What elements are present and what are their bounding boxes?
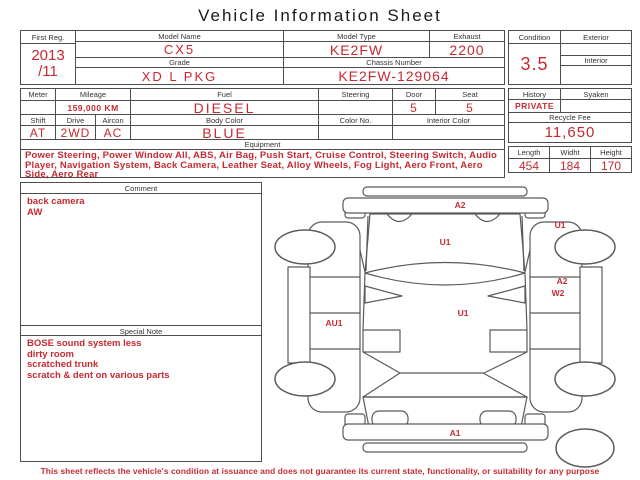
- equipment-label: Equipment: [21, 140, 504, 150]
- exterior-value: [561, 44, 631, 56]
- exterior-label: Exterior: [561, 31, 631, 44]
- c-pillar-lines: [363, 352, 527, 373]
- condition-table: [508, 30, 632, 85]
- mileage-value: 159,000 KM: [67, 102, 119, 113]
- door-value: 5: [410, 101, 418, 114]
- body-color-value: BLUE: [202, 126, 247, 139]
- comment-body: [21, 194, 261, 325]
- shift-value: AT: [29, 126, 47, 139]
- color-no-label: Color No.: [319, 115, 392, 126]
- interior-value: [561, 66, 631, 84]
- type-chassis-cell: [284, 31, 504, 84]
- front-left-wheel: [275, 230, 335, 264]
- syaken-value: [561, 100, 631, 112]
- spare-wheel: [556, 429, 614, 467]
- rear-left-wheel: [275, 362, 335, 396]
- interior-color-cell: [393, 115, 504, 139]
- damage-label-front-bumper: A2: [454, 200, 466, 210]
- rear-bumper-strip: [363, 443, 527, 452]
- model-grade-cell: [76, 31, 284, 84]
- steering-cell: [319, 89, 393, 114]
- model-info-table: [20, 30, 505, 85]
- trunk: [363, 397, 527, 427]
- damage-label-right-door-w2: W2: [551, 288, 565, 298]
- interior-label: Interior: [561, 56, 631, 66]
- meter-label: Meter: [21, 89, 55, 101]
- history-value: PRIVATE: [514, 101, 555, 111]
- special-note-line: dirty room: [27, 348, 74, 360]
- drive-value: 2WD: [60, 126, 91, 139]
- recycle-fee-value: 11,650: [544, 124, 596, 141]
- front-bumper-strip: [363, 187, 527, 196]
- page-title: Vehicle Information Sheet: [198, 6, 442, 25]
- right-quarter-glass: [490, 330, 527, 352]
- chassis-number-label: Chassis Number: [284, 58, 504, 68]
- left-quarter-glass: [363, 330, 400, 352]
- height-label: Height: [591, 147, 631, 159]
- height-value: 170: [600, 159, 622, 172]
- grade-value: XD L PKG: [141, 68, 218, 84]
- syaken-cell: [561, 89, 631, 112]
- condition-label: Condition: [509, 31, 560, 44]
- interior-color-value: [393, 126, 504, 139]
- syaken-label: Syaken: [561, 89, 631, 100]
- dimensions-table: [508, 146, 632, 173]
- disclaimer-text: This sheet reflects the vehicle's condition at issuance and does not guarantee its current state, functionality, or suitability for any purpose: [40, 466, 600, 476]
- drive-cell: [56, 115, 96, 139]
- damage-label-right-fender: U1: [554, 220, 566, 230]
- first-reg-year: 2013: [31, 47, 65, 64]
- first-reg-label: First Reg.: [21, 31, 75, 44]
- mileage-cell: [56, 89, 131, 114]
- fuel-label: Fuel: [131, 89, 318, 101]
- steering-label: Steering: [319, 89, 392, 101]
- steering-value: [319, 101, 392, 114]
- seat-label: Seat: [436, 89, 504, 101]
- aircon-cell: [96, 115, 131, 139]
- grade-label: Grade: [76, 58, 283, 68]
- color-no-value: [319, 126, 392, 139]
- recycle-fee-cell: [509, 113, 631, 142]
- model-name-label: Model Name: [76, 31, 283, 42]
- car-damage-diagram: [263, 183, 640, 475]
- width-cell: [550, 147, 591, 172]
- width-value: 184: [559, 159, 581, 172]
- special-note-body: [21, 336, 261, 461]
- shift-label: Shift: [21, 115, 55, 126]
- car-diagram-svg: [263, 183, 640, 475]
- comment-line: back camera: [27, 196, 85, 207]
- comment-label: Comment: [21, 183, 261, 194]
- fuel-cell: [131, 89, 319, 114]
- windshield: [365, 273, 525, 285]
- height-cell: [591, 147, 631, 172]
- color-no-cell: [319, 115, 393, 139]
- shift-cell: [21, 115, 56, 139]
- model-name-value: CX5: [76, 42, 283, 58]
- damage-label-rear-bumper: A1: [449, 428, 461, 438]
- left-sill: [288, 267, 310, 363]
- first-reg-cell: [21, 31, 76, 84]
- special-note-line: scratch & dent on various parts: [27, 369, 170, 381]
- seat-value: 5: [466, 101, 474, 114]
- door-cell: [393, 89, 436, 114]
- model-type-cell: [284, 31, 430, 57]
- special-note-line: BOSE sound system less: [27, 338, 142, 349]
- front-right-wheel: [555, 230, 615, 264]
- history-table: [508, 88, 632, 143]
- first-reg-month: /11: [38, 63, 58, 80]
- comment-line: AW: [27, 206, 43, 218]
- interior-color-label: Interior Color: [393, 115, 504, 126]
- recycle-fee-label: Recycle Fee: [509, 113, 631, 123]
- exhaust-cell: [430, 31, 504, 57]
- equipment-value: Power Steering, Power Window All, ABS, Air Bag, Push Start, Cruise Control, Steering Switch, Audio Player, Navigation System, Back Camera, Leather Seat, Alloy Wheels, Fog Light, Aero Front, Aero Side, Aero Rear: [25, 150, 498, 180]
- seat-cell: [436, 89, 504, 114]
- roof-sides: [363, 273, 527, 330]
- width-label: Widht: [550, 147, 590, 159]
- meter-value: [21, 101, 55, 114]
- mileage-label: Mileage: [56, 89, 130, 101]
- exterior-interior-cell: [561, 31, 631, 84]
- door-label: Door: [393, 89, 435, 101]
- front-bumper: [343, 198, 548, 213]
- damage-label-left-rear-door: AU1: [325, 318, 343, 328]
- length-label: Length: [509, 147, 549, 159]
- history-cell: [509, 89, 561, 112]
- special-note-label: Special Note: [21, 325, 261, 336]
- first-reg-value: [21, 44, 75, 84]
- aircon-label: Aircon: [96, 115, 130, 126]
- model-type-value: KE2FW: [329, 42, 384, 57]
- special-note-line: scratched trunk: [27, 359, 99, 370]
- drive-label: Drive: [56, 115, 95, 126]
- body-color-cell: [131, 115, 319, 139]
- rear-bumper: [343, 424, 548, 440]
- damage-label-right-door-a2: A2: [556, 276, 568, 286]
- spec-table: [20, 88, 505, 178]
- comment-box: [20, 182, 262, 462]
- exhaust-value: 2200: [449, 42, 485, 57]
- body-color-label: Body Color: [131, 115, 318, 126]
- exhaust-label: Exhaust: [430, 31, 504, 42]
- model-type-label: Model Type: [284, 31, 429, 42]
- mirror-wedges: [365, 286, 525, 303]
- right-sill: [580, 267, 602, 363]
- fuel-value: DIESEL: [193, 101, 256, 114]
- length-cell: [509, 147, 550, 172]
- meter-cell: [21, 89, 56, 114]
- damage-label-hood: U1: [439, 237, 451, 247]
- equipment-cell: [21, 140, 504, 181]
- history-label: History: [509, 89, 560, 100]
- rear-window: [363, 373, 527, 397]
- rear-right-wheel: [555, 362, 615, 396]
- condition-cell: [509, 31, 561, 84]
- condition-value: 3.5: [520, 53, 549, 74]
- damage-label-roof: U1: [457, 308, 469, 318]
- chassis-number-value: KE2FW-129064: [338, 68, 450, 84]
- aircon-value: AC: [103, 126, 123, 139]
- length-value: 454: [518, 159, 540, 172]
